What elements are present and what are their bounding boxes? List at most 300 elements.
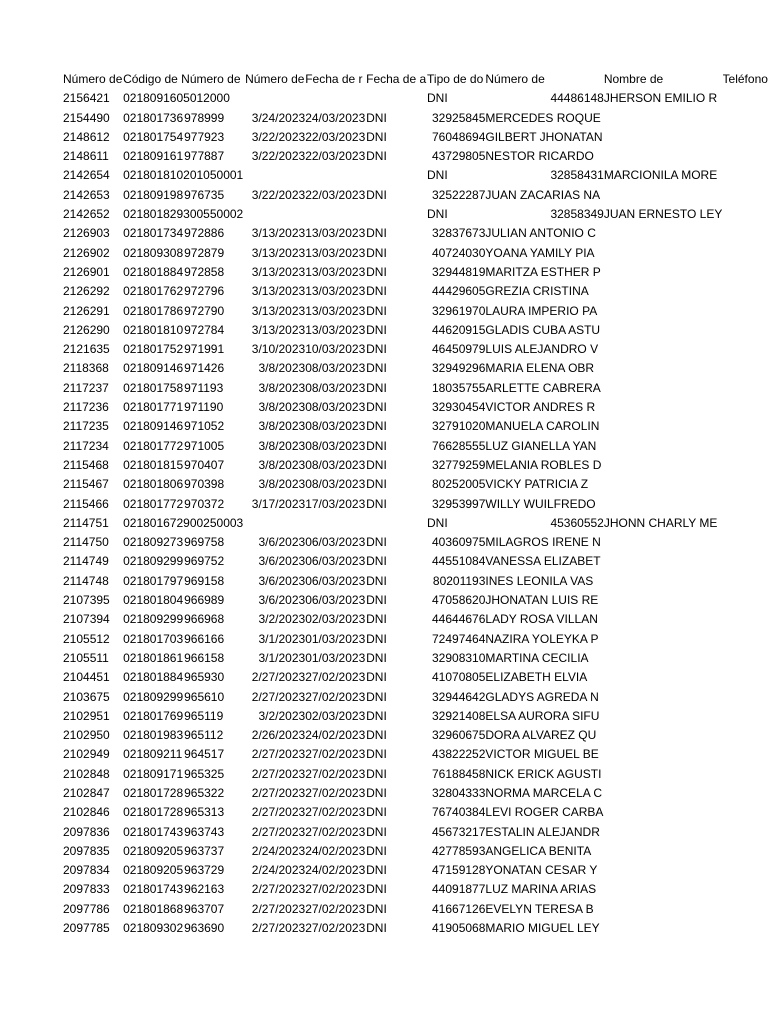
number-value: 970372 <box>184 496 225 511</box>
spreadsheet-table <box>63 70 768 938</box>
table-cell <box>604 572 723 591</box>
table-row <box>63 89 768 108</box>
table-cell: 22/03/2023 <box>305 129 366 144</box>
table-cell: DNI <box>366 573 387 588</box>
table-cell: 2126291 <box>63 303 110 318</box>
table-cell: 43729805 <box>432 149 486 164</box>
table-row <box>63 244 768 263</box>
table-cell: 27/02/2023 <box>305 824 366 839</box>
table-cell <box>123 552 245 571</box>
table-cell <box>123 263 245 282</box>
table-cell <box>366 166 427 185</box>
table-cell: DNI <box>366 187 387 202</box>
table-cell: 02/03/2023 <box>305 708 366 723</box>
table-cell <box>123 861 245 880</box>
table-row <box>63 263 768 282</box>
table-cell <box>366 89 427 108</box>
table-cell: DNI <box>366 110 387 125</box>
number-value: 977887 <box>184 149 225 164</box>
table-cell: LAURA IMPERIO PA <box>485 303 598 318</box>
table-cell: GILBERT JHONATAN <box>485 129 603 144</box>
table-cell: DNI <box>366 477 387 492</box>
table-cell: 06/03/2023 <box>305 573 366 588</box>
table-cell: 2142653 <box>63 187 110 202</box>
table-cell: 3/1/2023 <box>258 650 306 665</box>
number-value: 963690 <box>184 921 225 936</box>
table-cell <box>123 340 245 359</box>
table-cell <box>123 282 245 301</box>
code-value: 021801743 <box>123 824 184 839</box>
table-cell: 2114749 <box>63 554 109 569</box>
code-value: 021809299 <box>123 554 184 569</box>
table-cell <box>604 302 723 321</box>
table-cell <box>604 861 723 880</box>
table-cell: 2115468 <box>63 457 109 472</box>
table-cell: 2126290 <box>63 322 110 337</box>
table-cell: 2102847 <box>63 785 110 800</box>
table-cell: 32858431 <box>550 168 604 183</box>
table-cell <box>305 166 366 185</box>
number-value: 971426 <box>184 361 225 376</box>
table-cell: 27/02/2023 <box>305 901 366 916</box>
number-value: 965610 <box>184 689 225 704</box>
table-row <box>63 707 768 726</box>
table-cell: DNI <box>366 650 387 665</box>
table-cell <box>123 533 245 552</box>
number-value: 972858 <box>184 264 225 279</box>
table-cell: DNI <box>366 419 387 434</box>
table-cell: 40360975 <box>432 535 486 550</box>
number-value: 970407 <box>184 457 225 472</box>
code-value: 021809171 <box>123 766 184 781</box>
table-cell <box>723 514 768 533</box>
table-cell: 3/6/2023 <box>258 554 306 569</box>
table-row <box>63 649 768 668</box>
table-cell <box>604 880 723 899</box>
table-cell: 27/02/2023 <box>305 785 366 800</box>
code-value: 021801762 <box>123 284 184 299</box>
table-cell: 06/03/2023 <box>305 554 366 569</box>
table-cell: DNI <box>366 380 387 395</box>
table-cell: DNI <box>366 245 387 260</box>
table-cell <box>604 726 723 745</box>
table-row <box>63 456 768 475</box>
table-cell: 10/03/2023 <box>305 342 366 357</box>
table-cell <box>123 591 245 610</box>
table-cell: DNI <box>366 631 387 646</box>
table-cell: 2115466 <box>63 496 109 511</box>
number-value: 972784 <box>184 322 225 337</box>
table-cell: 27/02/2023 <box>305 689 366 704</box>
table-cell: 2107394 <box>63 612 110 627</box>
number-value: 972790 <box>184 303 225 318</box>
table-cell: EVELYN TERESA B <box>485 901 594 916</box>
number-value: 963737 <box>184 843 225 858</box>
table-cell: 18035755 <box>432 380 486 395</box>
table-cell <box>604 244 723 263</box>
table-cell <box>604 282 723 301</box>
table-cell: 2/27/2023 <box>251 766 306 781</box>
table-cell: JHONATAN LUIS RE <box>485 593 599 608</box>
table-row <box>63 282 768 301</box>
code-value: 021801736 <box>123 110 184 125</box>
table-cell: 45360552 <box>550 515 604 530</box>
table-cell: 2117236 <box>63 400 109 415</box>
table-cell: 3/6/2023 <box>258 593 306 608</box>
code-value: 021809299 <box>123 612 184 627</box>
table-cell <box>123 842 245 861</box>
table-cell <box>123 707 245 726</box>
table-cell: DNI <box>366 496 387 511</box>
code-value: 021809146 <box>123 419 184 434</box>
header-cell <box>123 70 245 89</box>
code-value: 021801703 <box>123 631 184 646</box>
table-cell: 2148611 <box>63 149 109 164</box>
table-cell: 17/03/2023 <box>305 496 366 511</box>
table-cell: DNI <box>366 766 387 781</box>
table-cell: 42778593 <box>432 843 486 858</box>
table-row <box>63 803 768 822</box>
table-cell: 22/03/2023 <box>305 187 366 202</box>
table-cell: ELSA AURORA SIFU <box>485 708 600 723</box>
number-value: 972796 <box>184 284 225 299</box>
code-value: 021801983 <box>123 728 184 743</box>
table-cell: DNI <box>366 728 387 743</box>
table-cell: 32944642 <box>432 689 486 704</box>
table-cell: 2097786 <box>63 901 110 916</box>
table-cell <box>305 89 366 108</box>
table-cell: 2/24/2023 <box>251 863 306 878</box>
header-cell: Nombre de <box>603 72 664 86</box>
table-cell <box>604 765 723 784</box>
table-cell: JUAN ERNESTO LEY <box>603 207 723 222</box>
table-cell: 2148612 <box>63 129 110 144</box>
table-cell: DNI <box>366 708 387 723</box>
table-cell <box>604 437 723 456</box>
table-cell <box>123 919 245 938</box>
table-cell: 2118368 <box>63 361 109 376</box>
table-cell <box>123 668 245 687</box>
table-cell: 2126903 <box>63 226 110 241</box>
table-cell: DNI <box>366 129 387 144</box>
table-cell: 2/27/2023 <box>251 824 306 839</box>
number-value: 972879 <box>184 245 225 260</box>
number-value: 972886 <box>184 226 225 241</box>
code-value: 021809205 <box>123 863 184 878</box>
table-row <box>63 302 768 321</box>
table-cell <box>604 417 723 436</box>
table-cell: MERCEDES ROQUE <box>485 110 601 125</box>
table-cell <box>123 745 245 764</box>
code-value: 021801806 <box>123 477 184 492</box>
table-cell: 3/13/2023 <box>251 245 306 260</box>
table-cell: 2/27/2023 <box>251 921 306 936</box>
table-cell: 06/03/2023 <box>305 593 366 608</box>
table-cell: LUZ MARINA ARIAS <box>485 882 597 897</box>
table-cell: 13/03/2023 <box>305 226 366 241</box>
table-cell <box>604 398 723 417</box>
table-cell: 3/6/2023 <box>258 573 306 588</box>
code-value: 021809273 <box>123 535 184 550</box>
table-cell <box>123 109 245 128</box>
table-cell: LADY ROSA VILLAN <box>485 612 598 627</box>
table-cell <box>366 514 427 533</box>
table-cell <box>723 205 768 224</box>
table-cell: DNI <box>366 805 387 820</box>
table-row <box>63 109 768 128</box>
table-cell: 24/02/2023 <box>305 728 366 743</box>
table-cell: DNI <box>366 535 387 550</box>
number-value: 965325 <box>184 766 225 781</box>
table-cell: 3/8/2023 <box>258 380 306 395</box>
number-value: 963729 <box>184 863 225 878</box>
table-row <box>63 437 768 456</box>
table-cell <box>123 302 245 321</box>
header-cell-part: Código de <box>123 72 178 86</box>
table-cell: 76740384 <box>432 805 486 820</box>
table-cell: WILLY WUILFREDO <box>485 496 596 511</box>
table-cell: 44551084 <box>432 554 486 569</box>
number-value: 969752 <box>184 554 225 569</box>
table-cell: 44644676 <box>432 612 486 627</box>
table-cell: LUZ GIANELLA YAN <box>485 438 597 453</box>
table-cell: 13/03/2023 <box>305 303 366 318</box>
table-cell: DNI <box>366 901 387 916</box>
table-cell <box>604 533 723 552</box>
table-cell: 2/27/2023 <box>251 785 306 800</box>
table-cell <box>305 205 366 224</box>
number-value: 976735 <box>184 187 225 202</box>
table-cell: 2115467 <box>63 477 109 492</box>
table-cell: 3/8/2023 <box>258 400 306 415</box>
table-cell <box>604 649 723 668</box>
table-cell <box>123 765 245 784</box>
table-cell <box>604 591 723 610</box>
table-cell <box>123 495 245 514</box>
code-value: 021801772 <box>123 438 184 453</box>
table-cell: 3/17/2023 <box>251 496 306 511</box>
table-cell <box>604 707 723 726</box>
table-cell: 2/27/2023 <box>251 689 306 704</box>
table-cell <box>604 359 723 378</box>
table-cell <box>723 166 768 185</box>
table-cell: DNI <box>366 361 387 376</box>
table-row <box>63 591 768 610</box>
table-cell: 27/02/2023 <box>305 670 366 685</box>
table-cell: 2/27/2023 <box>251 747 306 762</box>
table-cell: DNI <box>366 554 387 569</box>
table-row <box>63 128 768 147</box>
table-cell: 41905068 <box>432 921 486 936</box>
table-cell: 2117235 <box>63 419 109 434</box>
table-cell: 76628555 <box>432 438 486 453</box>
number-value: 966968 <box>184 612 225 627</box>
table-cell: DNI <box>366 303 387 318</box>
table-cell: 2126902 <box>63 245 110 260</box>
table-cell: MARIA ELENA OBR <box>485 361 595 376</box>
table-cell: 08/03/2023 <box>305 400 366 415</box>
table-cell <box>123 823 245 842</box>
table-row <box>63 166 768 185</box>
table-cell: 2126901 <box>63 264 110 279</box>
table-cell <box>604 475 723 494</box>
code-value: 021801797 <box>123 573 184 588</box>
table-cell: 32961970 <box>432 303 486 318</box>
code-value: 021801743 <box>123 882 184 897</box>
table-cell: 32944819 <box>432 264 486 279</box>
table-cell: 2097833 <box>63 882 110 897</box>
table-cell <box>123 688 245 707</box>
table-row <box>63 224 768 243</box>
code-value: 021801772 <box>123 496 184 511</box>
table-cell <box>604 919 723 938</box>
table-cell: 27/02/2023 <box>305 766 366 781</box>
table-cell: 2107395 <box>63 593 110 608</box>
table-cell: 32791020 <box>432 419 486 434</box>
table-cell <box>604 803 723 822</box>
number-value: 962163 <box>184 882 225 897</box>
table-row <box>63 321 768 340</box>
table-cell: 2/27/2023 <box>251 805 306 820</box>
table-cell <box>604 379 723 398</box>
table-cell: 2154490 <box>63 110 110 125</box>
table-cell: 08/03/2023 <box>305 477 366 492</box>
table-cell: 3/8/2023 <box>258 361 306 376</box>
table-cell: DNI <box>366 843 387 858</box>
number-value: 964517 <box>184 747 225 762</box>
table-cell: 3/2/2023 <box>258 612 306 627</box>
header-row <box>63 70 768 89</box>
header-cell: Fecha de a <box>366 72 427 86</box>
table-cell: 32960675 <box>432 728 486 743</box>
table-cell: 44620915 <box>432 322 486 337</box>
table-cell: DNI <box>366 747 387 762</box>
table-cell: 24/02/2023 <box>305 863 366 878</box>
table-row <box>63 765 768 784</box>
table-cell <box>123 630 245 649</box>
table-cell: 2102950 <box>63 728 110 743</box>
table-cell: DNI <box>366 149 387 164</box>
number-value: 963743 <box>184 824 225 839</box>
table-cell: 2121635 <box>63 342 110 357</box>
table-cell <box>604 224 723 243</box>
table-cell: 2142652 <box>63 207 110 222</box>
table-cell: 2102949 <box>63 747 110 762</box>
table-cell: 13/03/2023 <box>305 245 366 260</box>
table-cell: 08/03/2023 <box>305 361 366 376</box>
table-cell: NICK ERICK AGUSTI <box>485 766 602 781</box>
table-cell: 32930454 <box>432 400 486 415</box>
table-cell: DNI <box>366 322 387 337</box>
number-value: 965322 <box>184 785 225 800</box>
table-cell: 32779259 <box>432 457 486 472</box>
table-cell: VICTOR MIGUEL BE <box>485 747 599 762</box>
code-value: 021801884 <box>123 670 184 685</box>
number-value: 969158 <box>184 573 225 588</box>
table-cell: 2097785 <box>63 921 110 936</box>
table-cell: 46450979 <box>432 342 486 357</box>
code-value: 021801786 <box>123 303 184 318</box>
table-cell: DORA ALVAREZ QU <box>485 728 597 743</box>
table-cell <box>604 109 723 128</box>
table-cell <box>123 244 245 263</box>
table-cell <box>305 514 366 533</box>
code-value: 021801861 <box>123 650 184 665</box>
table-cell <box>123 880 245 899</box>
table-row <box>63 379 768 398</box>
table-cell: 13/03/2023 <box>305 264 366 279</box>
header-cell: Tipo de do <box>427 72 484 86</box>
table-cell: 32921408 <box>432 708 486 723</box>
table-cell: DNI <box>366 670 387 685</box>
table-cell: DNI <box>366 824 387 839</box>
table-cell: 72497464 <box>432 631 486 646</box>
table-cell: 32804333 <box>432 785 486 800</box>
table-cell: 3/13/2023 <box>251 264 306 279</box>
number-value: 963707 <box>184 901 225 916</box>
number-value: 971991 <box>184 342 225 357</box>
table-row <box>63 359 768 378</box>
table-cell: 2114751 <box>63 515 109 530</box>
table-cell: 32953997 <box>432 496 486 511</box>
table-cell: 021801829300550002 <box>123 207 244 222</box>
table-cell <box>123 900 245 919</box>
table-cell <box>123 128 245 147</box>
table-cell <box>723 89 768 108</box>
table-cell: 3/8/2023 <box>258 477 306 492</box>
table-cell: 2097836 <box>63 824 110 839</box>
table-cell <box>123 649 245 668</box>
number-value: 970398 <box>184 477 225 492</box>
table-row <box>63 340 768 359</box>
table-cell <box>123 784 245 803</box>
number-value: 965930 <box>184 670 225 685</box>
table-cell: 2117237 <box>63 380 109 395</box>
number-value: 971052 <box>184 419 225 434</box>
table-row <box>63 514 768 533</box>
table-cell: DNI <box>366 264 387 279</box>
number-value: 971190 <box>184 400 224 415</box>
table-cell: DNI <box>366 438 387 453</box>
table-row <box>63 475 768 494</box>
table-cell: VICTOR ANDRES R <box>485 400 596 415</box>
table-cell: JHONN CHARLY ME <box>603 515 718 530</box>
table-cell: 2/27/2023 <box>251 901 306 916</box>
table-cell <box>123 417 245 436</box>
table-cell: 01/03/2023 <box>305 631 366 646</box>
table-row <box>63 186 768 205</box>
table-cell: 02/03/2023 <box>305 612 366 627</box>
code-value: 021801771 <box>123 400 184 415</box>
table-cell <box>123 398 245 417</box>
table-cell: 2126292 <box>63 284 110 299</box>
header-cell: Teléfono <box>722 72 768 86</box>
table-cell: 27/02/2023 <box>305 747 366 762</box>
table-cell: DNI <box>366 863 387 878</box>
code-value: 021801804 <box>123 593 184 608</box>
table-cell: 08/03/2023 <box>305 438 366 453</box>
table-cell: MARTINA CECILIA <box>485 650 589 665</box>
table-cell: 76188458 <box>432 766 486 781</box>
table-cell: NAZIRA YOLEYKA P <box>485 631 599 646</box>
table-cell: 3/13/2023 <box>251 284 306 299</box>
number-value: 971005 <box>184 438 225 453</box>
code-value: 021809299 <box>123 689 184 704</box>
table-cell: GREZIA CRISTINA <box>485 284 589 299</box>
table-cell: 0218091605012000 <box>123 91 230 106</box>
table-row <box>63 842 768 861</box>
code-value: 021809211 <box>123 747 183 762</box>
